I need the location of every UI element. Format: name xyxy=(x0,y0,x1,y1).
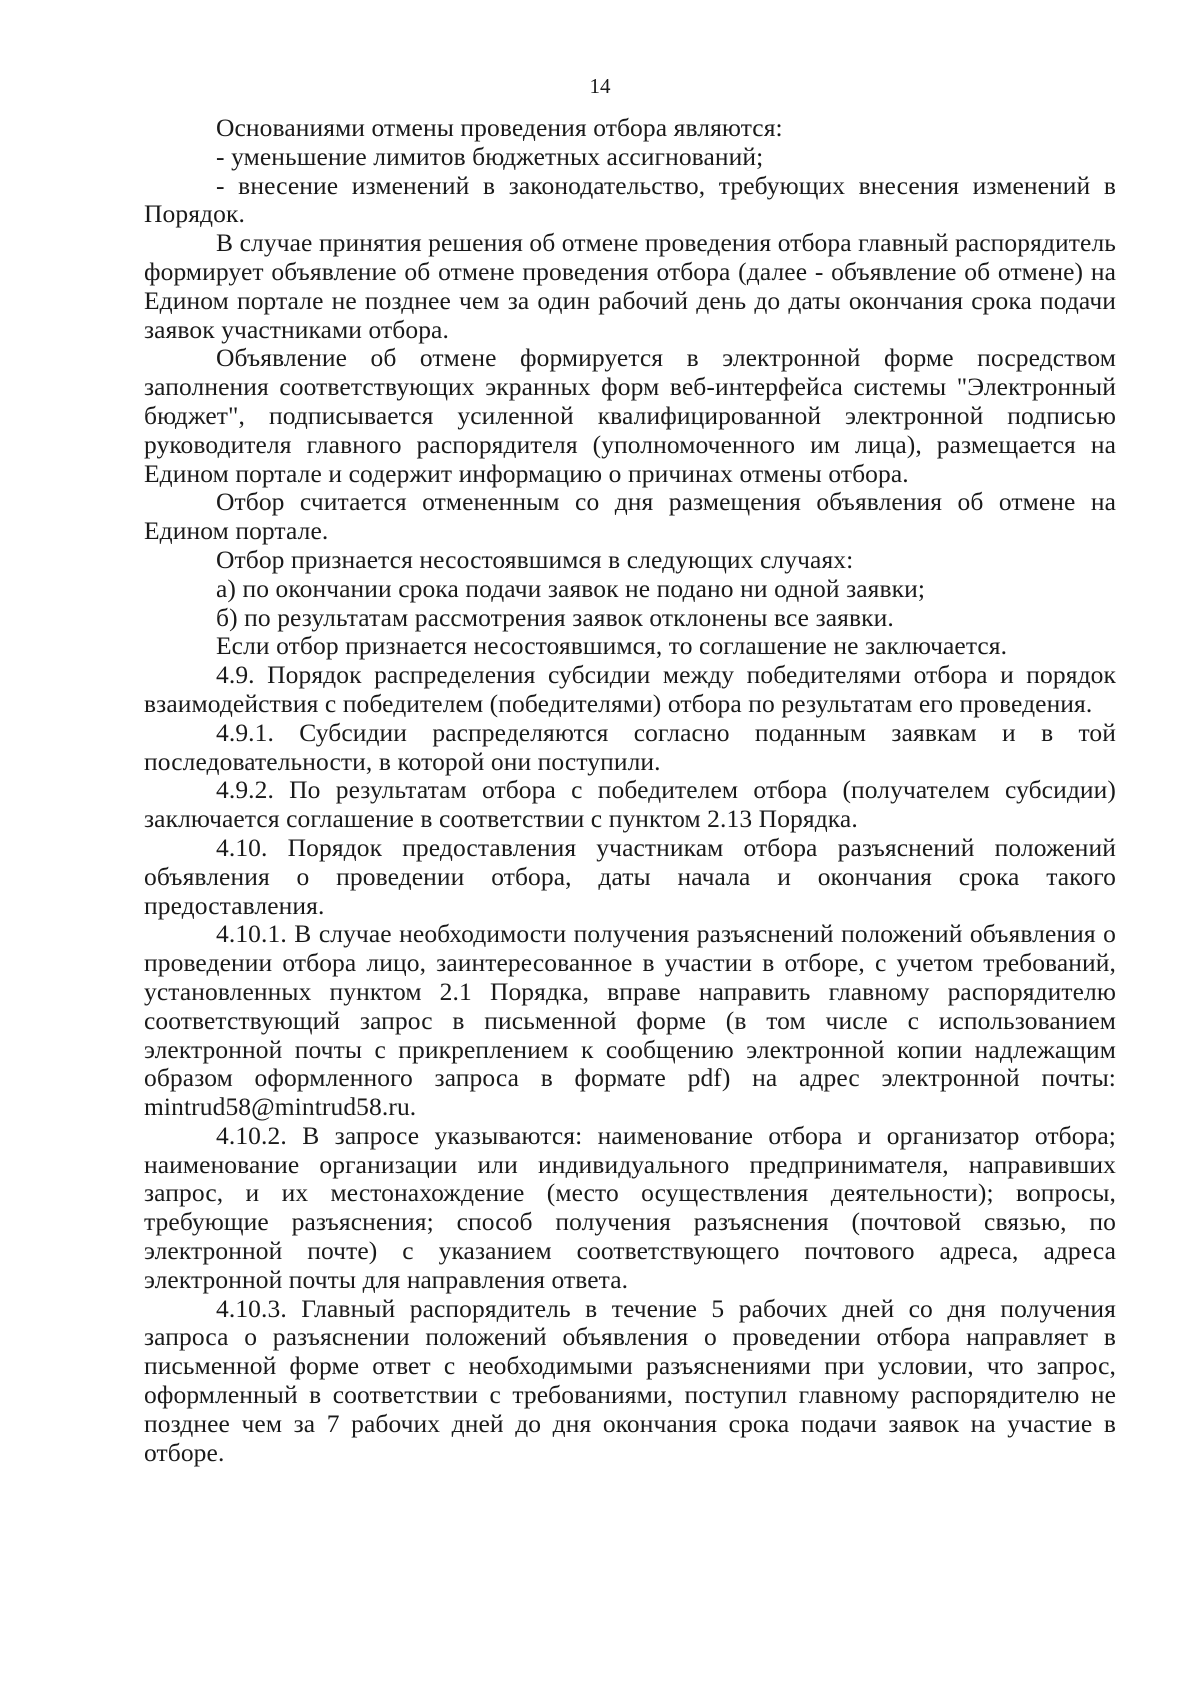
section-heading: 4.10. Порядок предоставления участникам отбора разъяснений положений объявления о проведении отбора, даты начала и окончания срока такого предоставления. xyxy=(144,832,1116,920)
paragraph: Основаниями отмены проведения отбора являются: xyxy=(216,113,783,142)
paragraph: 4.9.1. Субсидии распределяются согласно поданным заявкам и в той последовательности, в которой они поступили. xyxy=(144,717,1116,776)
paragraph: Отбор считается отмененным со дня размещения объявления об отмене на Едином портале. xyxy=(144,487,1116,546)
paragraph: В случае принятия решения об отмене проведения отбора главный распорядитель формирует объявление об отмене проведения отбора (далее - объявление об отмене) на Едином портале не позднее чем за один рабочий день до даты окончания срока подачи заявок участниками отбора. xyxy=(144,228,1116,344)
paragraph: 4.10.3. Главный распорядитель в течение 5 рабочих дней со дня получения запроса о разъяснении положений объявления о проведении отбора направляет в письменной форме ответ с необходимыми разъяснениями при условии, что запрос, оформленный в соответствии с требованиями, поступил главному распорядителю не позднее чем за 7 рабочих дней до дня окончания срока подачи заявок на участие в отборе. xyxy=(144,1293,1116,1467)
list-item: а) по окончании срока подачи заявок не подано ни одной заявки; xyxy=(216,573,926,603)
paragraph: 4.10.2. В запросе указываются: наименование отбора и организатор отбора; наименование организации или индивидуального предпринимателя, направивших запрос, и их местонахождение (место осуществления деятельности); вопросы, требующие разъяснения; способ получения разъяснения (почтовой связью, по электронной почте) с указанием соответствующего почтового адреса, адреса электронной почты для направления ответа. xyxy=(144,1120,1116,1294)
section-heading: 4.9. Порядок распределения субсидии между победителями отбора и порядок взаимодействия с победителем (победителями) отбора по результатам его проведения. xyxy=(144,660,1116,718)
paragraph: Объявление об отмене формируется в электронной форме посредством заполнения соответствующих экранных форм веб-интерфейса системы "Электронный бюджет", подписывается усиленной квалифицированной электронной подписью руководителя главного распорядителя (уполномоченного им лица), размещается на Едином портале и содержит информацию о причинах отмены отбора. xyxy=(144,343,1116,488)
list-item: - внесение изменений в законодательство, требующих внесения изменений в Порядок. xyxy=(144,170,1116,229)
paragraph: 4.9.2. По результатам отбора с победителем отбора (получателем субсидии) заключается соглашение в соответствии с пунктом 2.13 Порядка. xyxy=(144,775,1116,834)
list-item: б) по результатам рассмотрения заявок отклонены все заявки. xyxy=(216,602,894,632)
document-body xyxy=(144,114,1116,1467)
page-number: 14 xyxy=(589,74,611,98)
paragraph: Отбор признается несостоявшимся в следующих случаях: xyxy=(216,544,854,574)
paragraph: Если отбор признается несостоявшимся, то соглашение не заключается. xyxy=(216,631,1008,661)
list-item: - уменьшение лимитов бюджетных ассигнований; xyxy=(216,141,764,171)
paragraph: 4.10.1. В случае необходимости получения разъяснений положений объявления о проведении отбора лицо, заинтересованное в участии в отборе, с учетом требований, установленных пунктом 2.1 Порядка, вправе направить главному распорядителю соответствующий запрос в письменной форме (в том числе с использованием электронной почты с прикреплением к сообщению электронной копии надлежащим образом оформленного запроса в формате pdf) на адрес электронной почты: mintrud58@mintrud58.ru. xyxy=(144,919,1116,1122)
